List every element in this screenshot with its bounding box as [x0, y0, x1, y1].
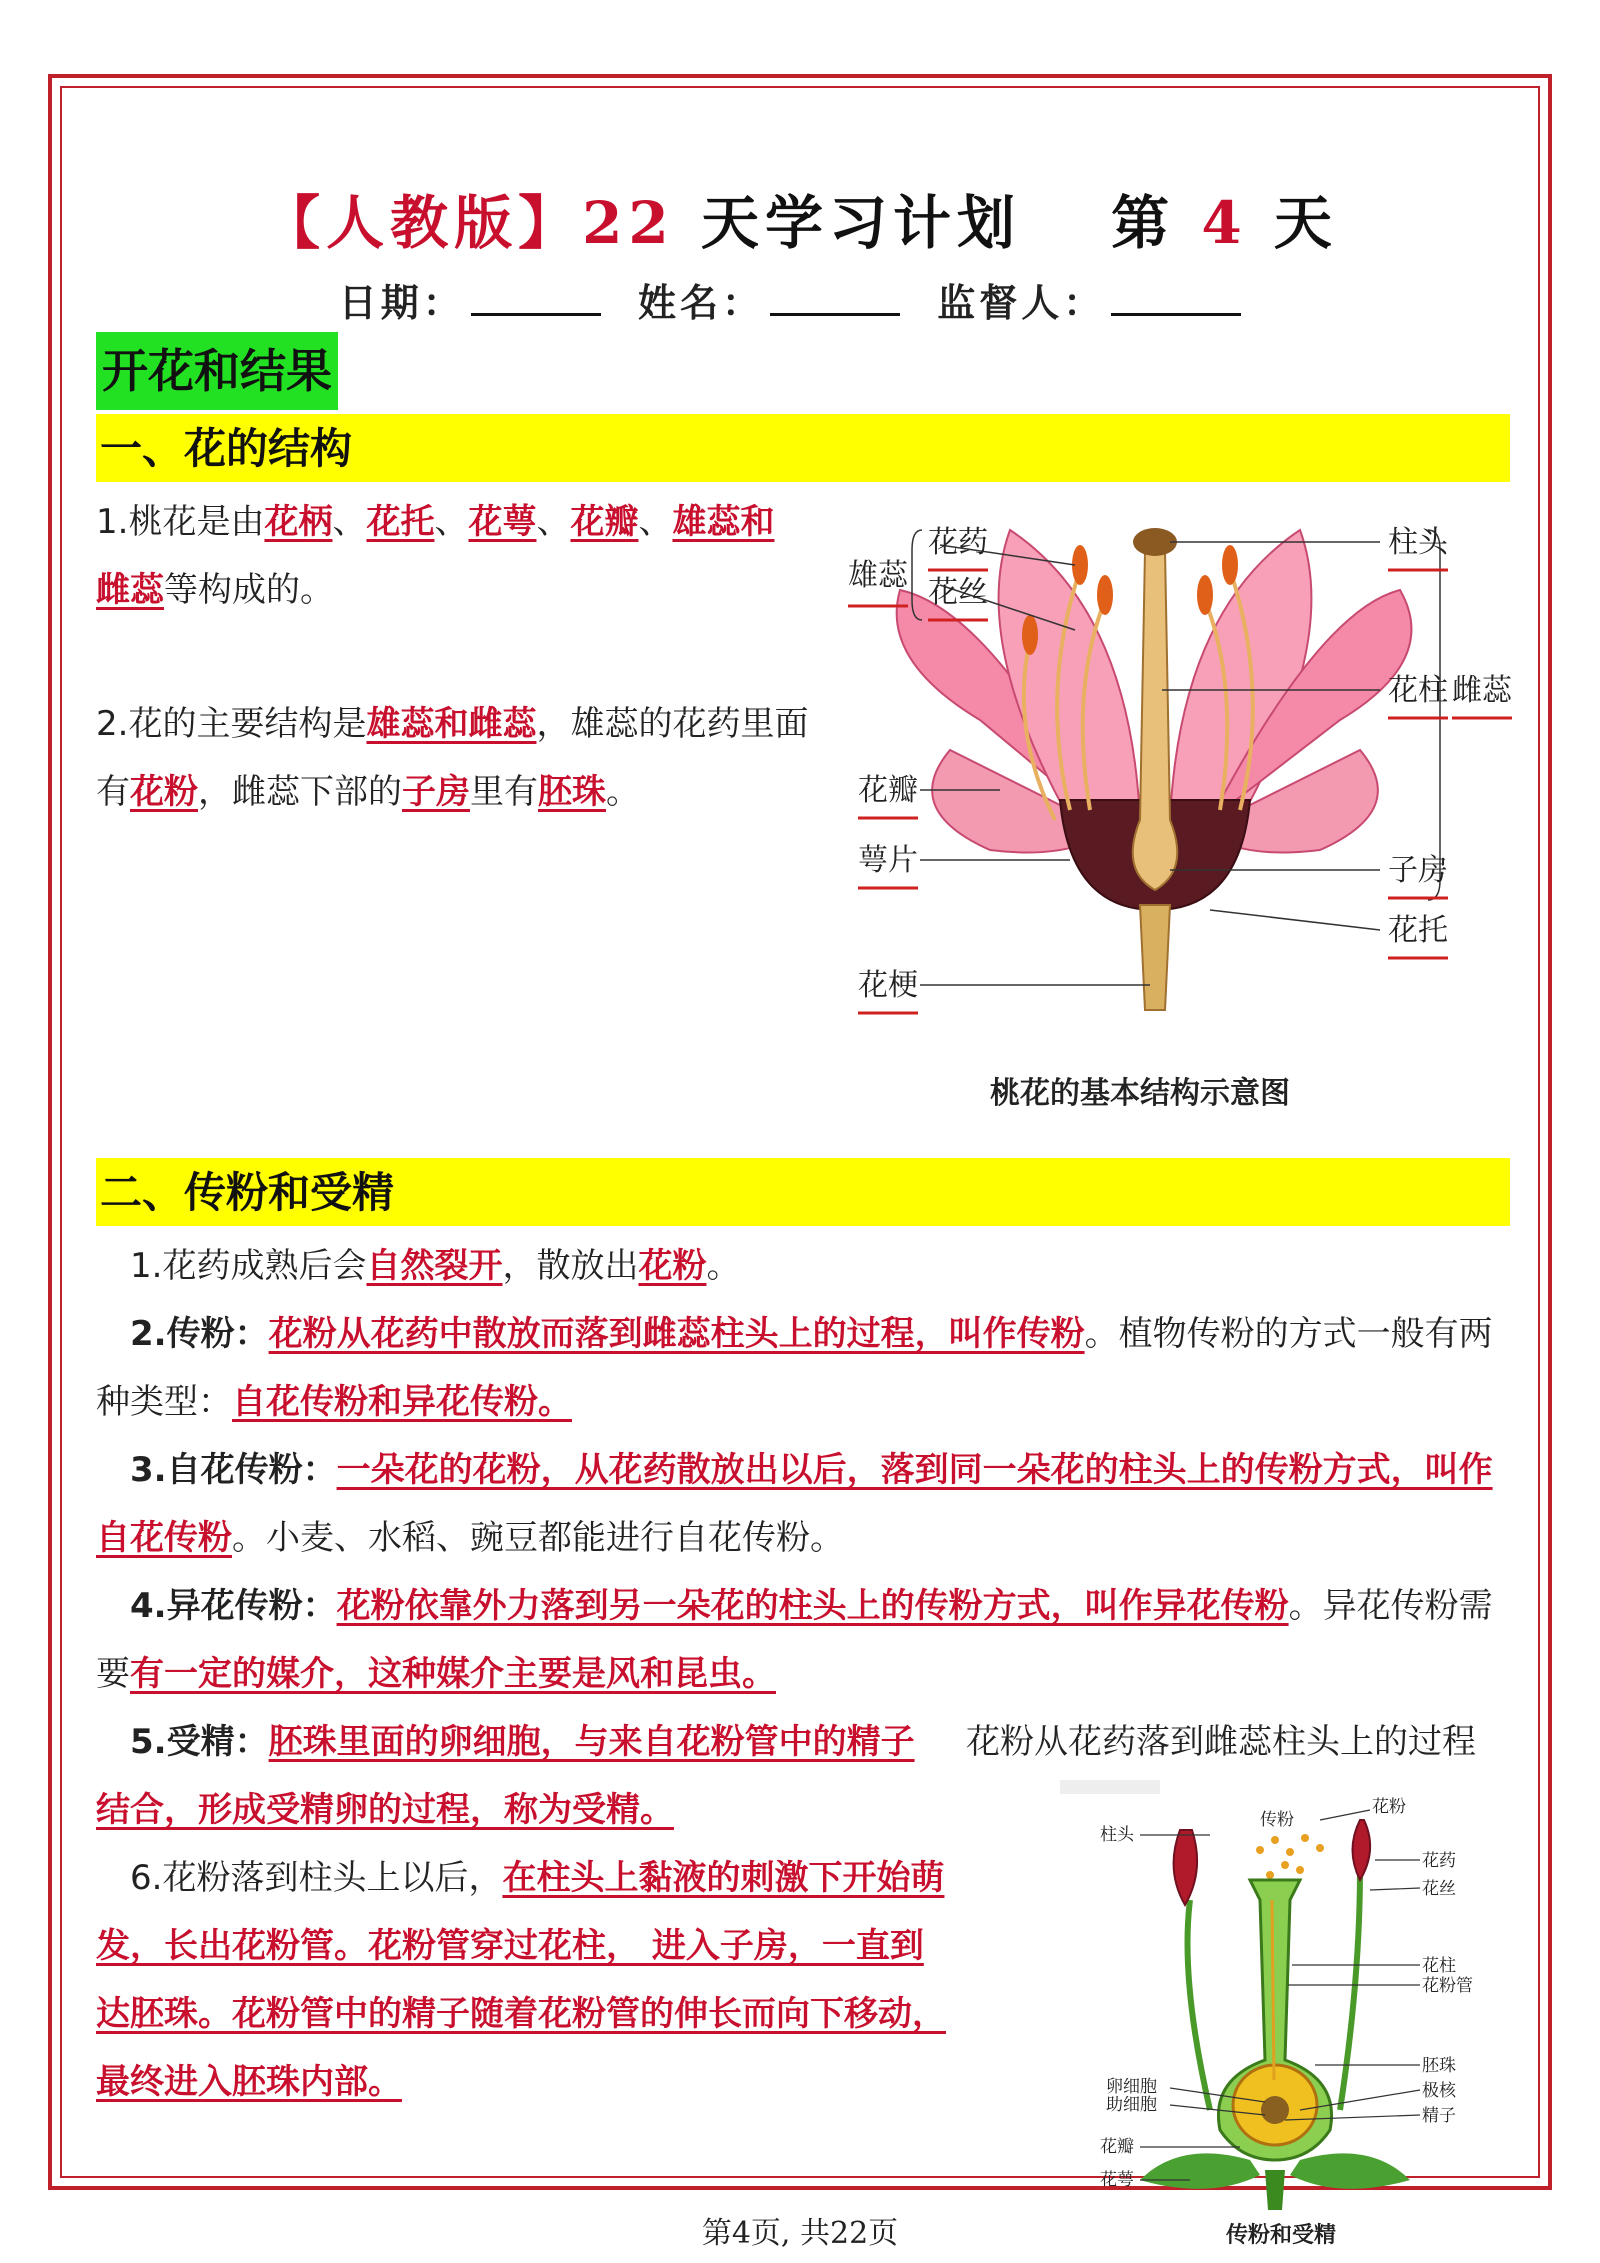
plabel-style: 花柱: [1422, 1956, 1456, 1976]
page-title: [0, 176, 1600, 260]
plabel-filament: 花丝: [1422, 1879, 1456, 1899]
plabel-synergid: 助细胞: [1106, 2095, 1157, 2115]
date-blank: [471, 283, 601, 316]
anther-right: [1353, 1820, 1371, 1880]
side-note: 花粉从花药落到雌蕊柱头上的过程: [966, 1722, 1476, 1762]
name-label: 姓名：: [637, 280, 764, 325]
plabel-ovule: 胚珠: [1422, 2056, 1456, 2076]
peach-diagram-caption: 桃花的基本结构示意图: [990, 1076, 1290, 1111]
label-stalk: 花梗: [858, 968, 918, 1003]
label-ovary: 子房: [1388, 853, 1448, 888]
sepal-right: [1290, 2153, 1410, 2189]
decor-bar: [1060, 1780, 1160, 1794]
plabel-tube: 花粉管: [1422, 1976, 1473, 1996]
pollen-tube-line: [1272, 1900, 1274, 2080]
stem: [1265, 2170, 1285, 2210]
info-line: [0, 272, 1600, 327]
s2-item-6: 6.花粉落到柱头上以后，在柱头上黏液的刺激下开始萌发，长出花粉管。花粉管穿过花柱， 进入子房，一直到达胚珠。花粉管中的精子随着花粉管的伸长而向下移动，最终进入胚珠内部。: [96, 1858, 946, 2102]
egg-cell-shape: [1261, 2096, 1289, 2124]
date-label: 日期：: [338, 280, 465, 325]
supervisor-label: 监督人：: [937, 280, 1106, 325]
topic-badge: 开花和结果: [96, 332, 338, 410]
flower-stalk: [1140, 905, 1170, 1010]
title-day: 4: [1201, 189, 1248, 257]
petal-left: [999, 530, 1140, 820]
title-end: 天: [1247, 189, 1338, 257]
s2-item-1: 1.花药成熟后会自然裂开，散放出花粉。: [130, 1246, 741, 1286]
pollen-dots: [1256, 1834, 1324, 1879]
plabel-pollen: 花粉: [1372, 1797, 1406, 1817]
title-edition: 【人教版】: [262, 189, 583, 257]
s2-item-4: 4.异花传粉：花粉依靠外力落到另一朵花的柱头上的传粉方式，叫作异花传粉。异花传粉需要有一定的媒介，这种媒介主要是风和昆虫。: [96, 1586, 1493, 1694]
label-receptacle: 花托: [1388, 913, 1448, 948]
peach-flower-diagram: [840, 490, 1530, 1030]
plabel-pollination: 传粉: [1260, 1810, 1294, 1830]
s2-item-2: 2.传粉：花粉从花药中散放而落到雌蕊柱头上的过程，叫作传粉。植物传粉的方式一般有两种类型：自花传粉和异花传粉。: [96, 1314, 1493, 1422]
label-anther: 花药: [928, 525, 988, 560]
anther-left: [1174, 1830, 1198, 1905]
pollination-diagram-caption: 传粉和受精: [1226, 2222, 1337, 2248]
s1-paragraph-1: 1.桃花是由花柄、花托、花萼、花瓣、雄蕊和雌蕊等构成的。: [96, 502, 775, 610]
plabel-polar: 极核: [1422, 2081, 1456, 2101]
label-sepal: 萼片: [858, 843, 918, 878]
label-pistil: 雌蕊: [1452, 673, 1512, 708]
title-mid: 天学习计划 第: [674, 189, 1202, 257]
label-filament: 花丝: [928, 575, 988, 610]
plabel-sepal: 花萼: [1100, 2170, 1134, 2190]
label-style: 花柱: [1388, 673, 1448, 708]
pistil-shape: [1133, 550, 1178, 890]
plabel-anther: 花药: [1422, 1851, 1456, 1871]
supervisor-blank: [1111, 283, 1241, 316]
name-blank: [770, 283, 900, 316]
section1-heading: 一、花的结构: [96, 414, 1510, 482]
s2-item-3: 3.自花传粉：一朵花的花粉，从花药散放出以后，落到同一朵花的柱头上的传粉方式，叫作自花传粉。小麦、水稻、豌豆都能进行自花传粉。: [96, 1450, 1493, 1558]
label-stamen: 雄蕊: [848, 558, 908, 593]
plabel-petal: 花瓣: [1100, 2137, 1134, 2157]
label-stigma: 柱头: [1388, 525, 1448, 560]
s1-paragraph-2: 2.花的主要结构是雄蕊和雌蕊，雄蕊的花药里面有花粉，雌蕊下部的子房里有胚珠。: [96, 704, 809, 812]
sepal-left: [1140, 2153, 1260, 2189]
section2-heading: 二、传粉和受精: [96, 1158, 1510, 1226]
title-num: 22: [582, 189, 675, 257]
plabel-sperm: 精子: [1422, 2106, 1456, 2126]
s2-item-5: 5.受精：胚珠里面的卵细胞，与来自花粉管中的精子结合，形成受精卵的过程，称为受精。: [96, 1722, 915, 1830]
plabel-egg: 卵细胞: [1106, 2077, 1157, 2097]
page-footer: 第4页, 共22页: [701, 2216, 899, 2251]
plabel-stigma: 柱头: [1100, 1825, 1134, 1845]
label-petal: 花瓣: [858, 773, 918, 808]
pollination-diagram: [1060, 1780, 1530, 2210]
